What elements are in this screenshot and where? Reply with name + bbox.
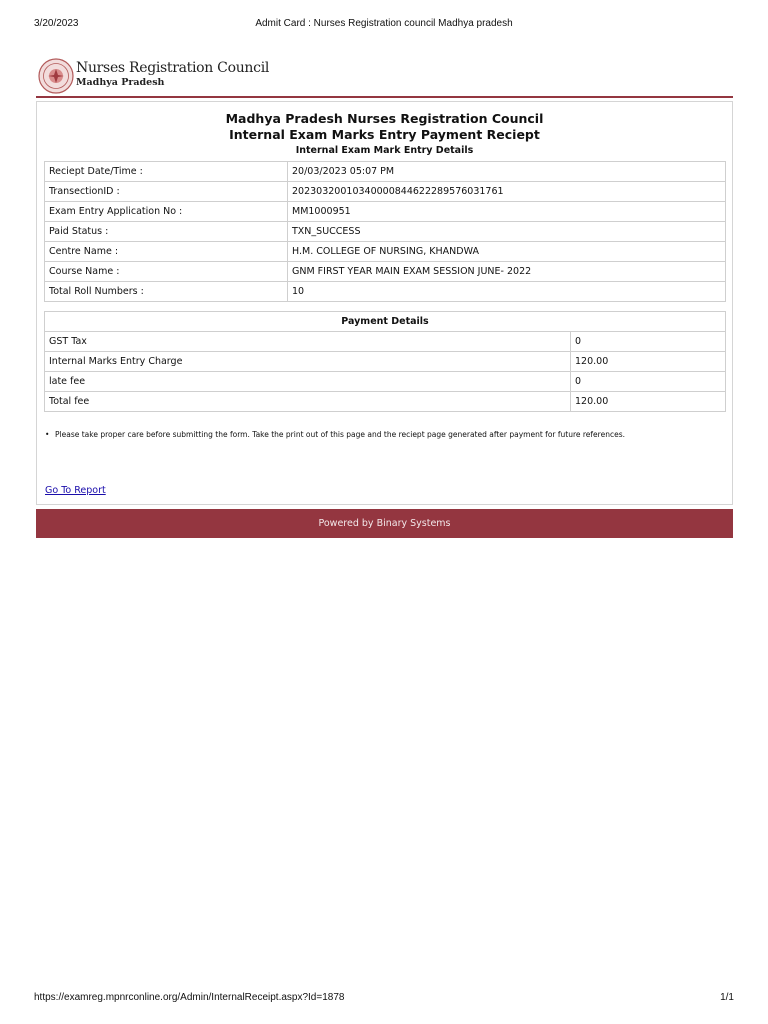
go-to-report-link[interactable]: Go To Report bbox=[45, 485, 106, 496]
detail-label: TransectionID : bbox=[45, 182, 288, 202]
details-heading: Internal Exam Mark Entry Details bbox=[295, 145, 474, 156]
instruction-note bbox=[45, 430, 724, 439]
detail-value: 10 bbox=[288, 282, 726, 302]
brand-subtitle: Madhya Pradesh bbox=[76, 77, 165, 88]
detail-value: TXN_SUCCESS bbox=[288, 222, 726, 242]
receipt-heading: Internal Exam Marks Entry Payment Reciept bbox=[229, 127, 540, 142]
print-header bbox=[34, 18, 734, 32]
header-divider bbox=[36, 96, 733, 98]
detail-label: Reciept Date/Time : bbox=[45, 162, 288, 182]
council-heading: Madhya Pradesh Nurses Registration Council bbox=[225, 111, 544, 126]
print-footer bbox=[34, 992, 734, 1006]
payment-label: Total fee bbox=[45, 392, 571, 412]
details-table bbox=[44, 161, 726, 302]
detail-label: Course Name : bbox=[45, 262, 288, 282]
detail-label: Exam Entry Application No : bbox=[45, 202, 288, 222]
bullet-icon: • bbox=[45, 430, 50, 439]
payment-label: late fee bbox=[45, 372, 571, 392]
payment-label: Internal Marks Entry Charge bbox=[45, 352, 571, 372]
table-row bbox=[45, 162, 726, 182]
table-row bbox=[45, 262, 726, 282]
detail-value: 20/03/2023 05:07 PM bbox=[288, 162, 726, 182]
table-row bbox=[45, 392, 726, 412]
table-row bbox=[45, 222, 726, 242]
payment-label: GST Tax bbox=[45, 332, 571, 352]
payment-table bbox=[44, 311, 726, 412]
table-row bbox=[45, 242, 726, 262]
table-row bbox=[45, 202, 726, 222]
brand-header bbox=[38, 58, 338, 94]
brand-name: Nurses Registration Council bbox=[76, 60, 270, 76]
payment-heading: Payment Details bbox=[45, 312, 726, 332]
print-title: Admit Card : Nurses Registration council Madhya pradesh bbox=[255, 18, 513, 29]
detail-value: 20230320010340000844622289576031761 bbox=[288, 182, 726, 202]
receipt-panel bbox=[36, 101, 733, 505]
page-number: 1/1 bbox=[720, 992, 734, 1003]
detail-label: Paid Status : bbox=[45, 222, 288, 242]
table-row bbox=[45, 352, 726, 372]
table-row bbox=[45, 282, 726, 302]
payment-value: 0 bbox=[571, 332, 726, 352]
payment-value: 120.00 bbox=[571, 392, 726, 412]
print-url: https://examreg.mpnrconline.org/Admin/InternalReceipt.aspx?Id=1878 bbox=[34, 992, 345, 1003]
table-row bbox=[45, 332, 726, 352]
detail-value: GNM FIRST YEAR MAIN EXAM SESSION JUNE- 2022 bbox=[288, 262, 726, 282]
table-header-row bbox=[45, 312, 726, 332]
table-row bbox=[45, 182, 726, 202]
payment-value: 120.00 bbox=[571, 352, 726, 372]
powered-by-footer: Powered by Binary Systems bbox=[36, 509, 733, 538]
table-row bbox=[45, 372, 726, 392]
payment-value: 0 bbox=[571, 372, 726, 392]
note-text: Please take proper care before submitting the form. Take the print out of this page and the reciept page generated after payment for future references. bbox=[55, 430, 625, 439]
council-seal-icon bbox=[38, 58, 74, 94]
detail-label: Total Roll Numbers : bbox=[45, 282, 288, 302]
detail-label: Centre Name : bbox=[45, 242, 288, 262]
detail-value: MM1000951 bbox=[288, 202, 726, 222]
print-date: 3/20/2023 bbox=[34, 18, 79, 29]
detail-value: H.M. COLLEGE OF NURSING, KHANDWA bbox=[288, 242, 726, 262]
